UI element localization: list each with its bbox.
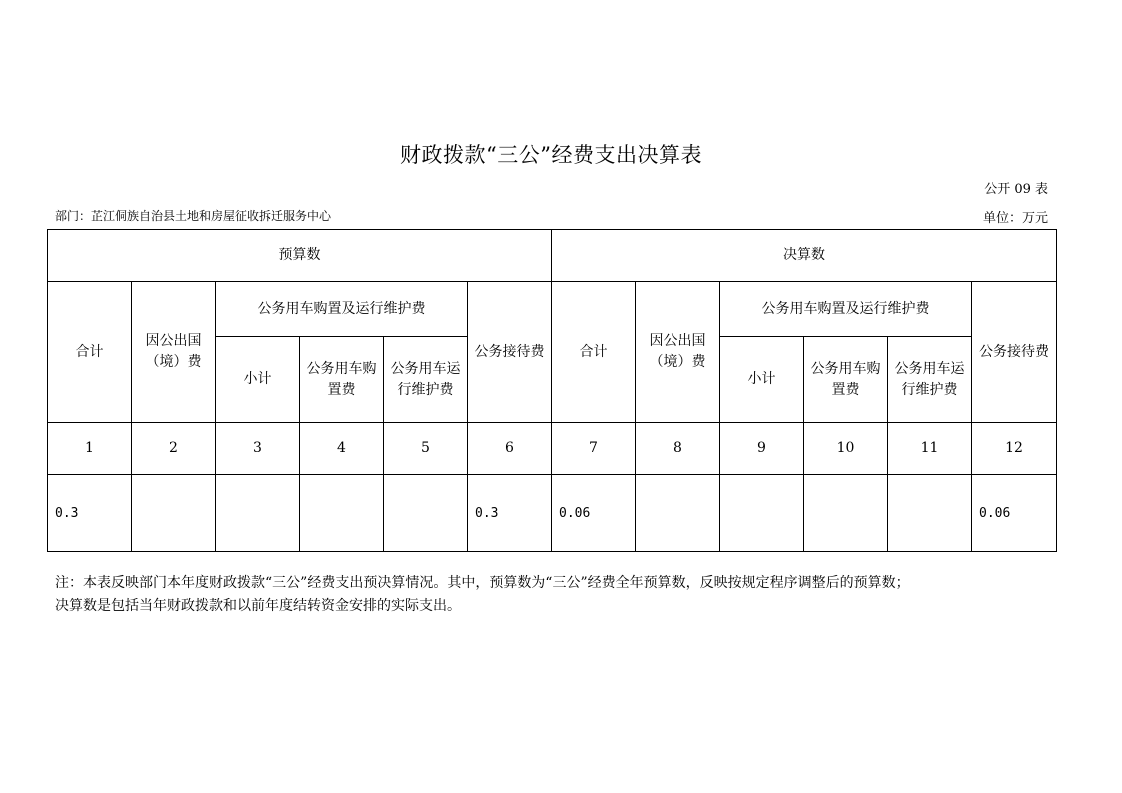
budget-vehicle-group-header: 公务用车购置及运行维护费 <box>216 282 468 337</box>
column-number: 12 <box>972 423 1057 475</box>
final-subtotal-value <box>720 475 804 552</box>
column-number: 5 <box>384 423 468 475</box>
table-data-row <box>48 475 1057 552</box>
footnote <box>55 572 1057 618</box>
footnote-line: 注：本表反映部门本年度财政拨款“三公”经费支出预决算情况。其中，预算数为“三公”经费全年预算数，反映按规定程序调整后的预算数； <box>55 575 910 591</box>
page-title: 财政拨款“三公”经费支出决算表 <box>400 143 702 167</box>
column-number: 1 <box>48 423 132 475</box>
final-vehicle-operation-value <box>888 475 972 552</box>
footnote-line: 决算数是包括当年财政拨款和以前年度结转资金安排的实际支出。 <box>55 598 461 614</box>
budget-abroad-header: 因公出国（境）费 <box>132 282 216 423</box>
column-number: 8 <box>636 423 720 475</box>
column-number: 10 <box>804 423 888 475</box>
unit-label: 单位：万元 <box>982 211 1048 226</box>
final-abroad-header: 因公出国（境）费 <box>636 282 720 423</box>
expense-table <box>47 229 1057 552</box>
final-vehicle-group-header: 公务用车购置及运行维护费 <box>720 282 972 337</box>
budget-reception-header: 公务接待费 <box>468 282 552 423</box>
final-abroad-value <box>636 475 720 552</box>
budget-subtotal-header: 小计 <box>216 337 300 423</box>
final-reception-header: 公务接待费 <box>972 282 1057 423</box>
column-number: 9 <box>720 423 804 475</box>
column-number: 7 <box>552 423 636 475</box>
budget-vehicle-purchase-value <box>300 475 384 552</box>
final-header: 决算数 <box>552 230 1057 282</box>
final-subtotal-header: 小计 <box>720 337 804 423</box>
column-number: 6 <box>468 423 552 475</box>
budget-vehicle-operation-header: 公务用车运行维护费 <box>384 337 468 423</box>
final-vehicle-purchase-header: 公务用车购置费 <box>804 337 888 423</box>
column-number: 2 <box>132 423 216 475</box>
table-number-row <box>48 423 1057 475</box>
form-number: 公开 09 表 <box>984 182 1048 197</box>
budget-header: 预算数 <box>48 230 552 282</box>
budget-total-value: 0.3 <box>48 475 132 552</box>
final-total-header: 合计 <box>552 282 636 423</box>
budget-total-header: 合计 <box>48 282 132 423</box>
final-reception-value: 0.06 <box>972 475 1057 552</box>
budget-vehicle-purchase-header: 公务用车购置费 <box>300 337 384 423</box>
column-number: 11 <box>888 423 972 475</box>
column-number: 3 <box>216 423 300 475</box>
budget-reception-value: 0.3 <box>468 475 552 552</box>
table-column-header-row <box>48 282 1057 337</box>
column-number: 4 <box>300 423 384 475</box>
budget-abroad-value <box>132 475 216 552</box>
final-vehicle-operation-header: 公务用车运行维护费 <box>888 337 972 423</box>
final-total-value: 0.06 <box>552 475 636 552</box>
department-label: 部门：芷江侗族自治县土地和房屋征收拆迁服务中心 <box>55 209 332 223</box>
table-group-header-row <box>48 230 1057 282</box>
final-vehicle-purchase-value <box>804 475 888 552</box>
budget-subtotal-value <box>216 475 300 552</box>
budget-vehicle-operation-value <box>384 475 468 552</box>
